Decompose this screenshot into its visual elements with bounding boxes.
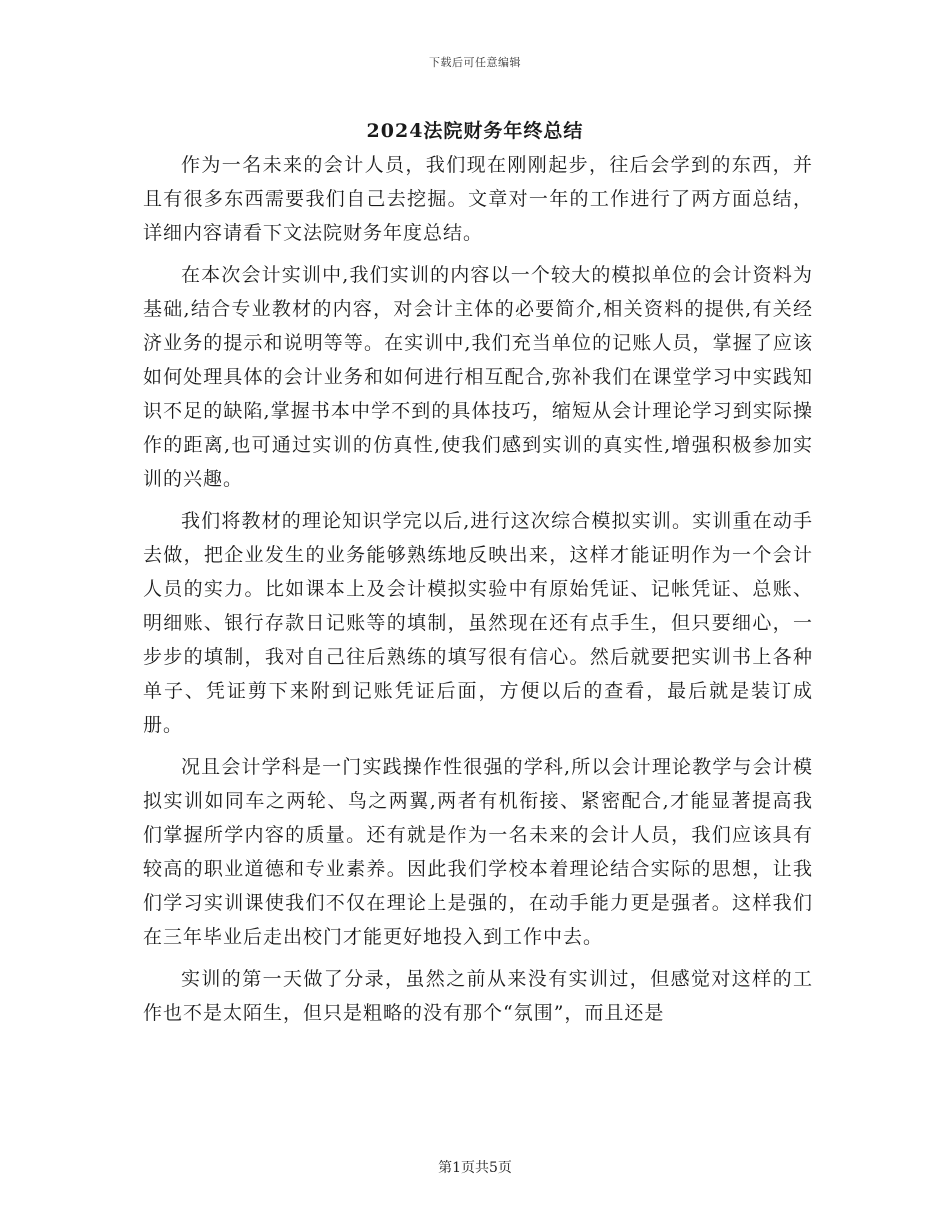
paragraph: 作为一名未来的会计人员，我们现在刚刚起步，往后会学到的东西，并且有很多东西需要我们自己去挖掘。文章对一年的工作进行了两方面总结，详细内容请看下文法院财务年度总结。	[143, 154, 813, 244]
page-header: 下载后可任意编辑	[429, 56, 521, 69]
page-number-footer: 第1页共5页	[438, 1160, 512, 1176]
paragraph: 况且会计学科是一门实践操作性很强的学科,所以会计理论教学与会计模拟实训如同车之两轮、鸟之两翼,两者有机衔接、紧密配合,才能显著提高我们掌握所学内容的质量。还有就是作为一名未来的会计人员，我们应该具有较高的职业道德和专业素养。因此我们学校本着理论结合实际的思想，让我们学习实训课使我们不仅在理论上是强的，在动手能力更是强者。这样我们在三年毕业后走出校门才能更好地投入到工作中去。	[143, 756, 813, 948]
paragraph: 我们将教材的理论知识学完以后,进行这次综合模拟实训。实训重在动手去做，把企业发生的业务能够熟练地反映出来，这样才能证明作为一个会计人员的实力。比如课本上及会计模拟实验中有原始凭证、记帐凭证、总账、明细账、银行存款日记账等的填制，虽然现在还有点手生，但只要细心，一步步的填制，我对自己往后熟练的填写很有信心。然后就要把实训书上各种单子、凭证剪下来附到记账凭证后面，方便以后的查看，最后就是装订成册。	[143, 510, 813, 736]
paragraph: 在本次会计实训中,我们实训的内容以一个较大的模拟单位的会计资料为基础,结合专业教材的内容，对会计主体的必要简介,相关资料的提供,有关经济业务的提示和说明等等。在实训中,我们充当单位的记账人员，掌握了应该如何处理具体的会计业务和如何进行相互配合,弥补我们在课堂学习中实践知识不足的缺陷,掌握书本中学不到的具体技巧，缩短从会计理论学习到实际操作的距离,也可通过实训的仿真性,使我们感到实训的真实性,增强积极参加实训的兴趣。	[143, 264, 813, 490]
paragraph: 实训的第一天做了分录，虽然之前从来没有实训过，但感觉对这样的工作也不是太陌生，但只是粗略的没有那个“氛围”，而且还是	[143, 968, 813, 1024]
document-body	[143, 148, 813, 1038]
document-title: 2024法院财务年终总结	[366, 120, 584, 142]
